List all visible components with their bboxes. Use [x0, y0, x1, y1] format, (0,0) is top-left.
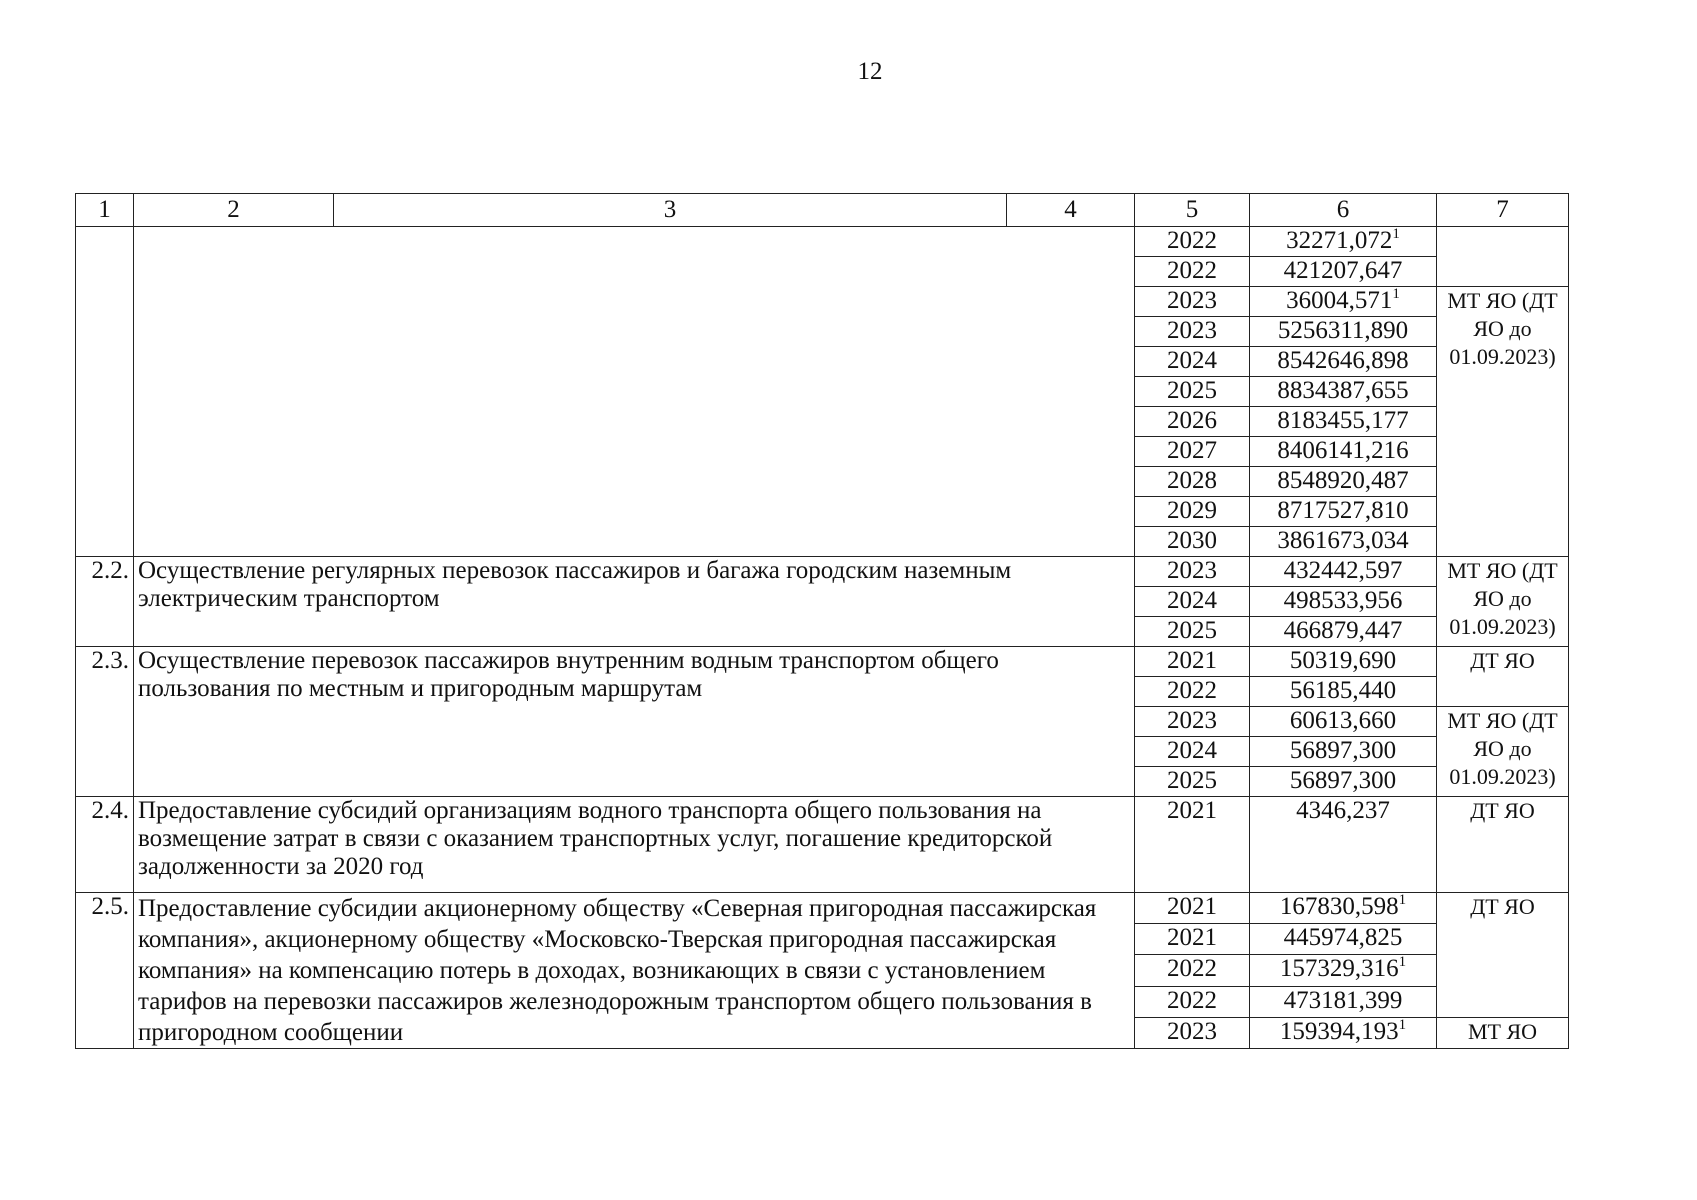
responsible-cell: МТ ЯО (ДТ ЯО до 01.09.2023) [1437, 287, 1569, 557]
amount-cell: 3861673,034 [1250, 527, 1437, 557]
year-cell: 2021 [1135, 924, 1250, 955]
header-col-3: 3 [663, 196, 677, 223]
year-cell: 2025 [1135, 767, 1250, 797]
header-col-2: 2 [227, 196, 240, 223]
responsible-cell: ДТ ЯО [1437, 893, 1569, 1018]
amount-cell: 421207,647 [1250, 257, 1437, 287]
year-cell: 2021 [1135, 797, 1250, 893]
responsible-cell: ДТ ЯО [1437, 647, 1569, 707]
table-row [76, 227, 1569, 257]
header-col-6: 6 [1250, 194, 1437, 227]
amount-cell: 8183455,177 [1250, 407, 1437, 437]
year-cell: 2022 [1135, 955, 1250, 986]
header-col-2-4 [134, 194, 1135, 227]
year-cell: 2028 [1135, 467, 1250, 497]
amount-cell: 36004,571$^1$ [1250, 287, 1437, 317]
year-cell: 2024 [1135, 587, 1250, 617]
header-col-1: 1 [76, 194, 134, 227]
year-cell: 2030 [1135, 527, 1250, 557]
year-cell: 2021 [1135, 893, 1250, 924]
amount-cell: 445974,825 [1250, 924, 1437, 955]
amount-cell: 50319,690 [1250, 647, 1437, 677]
program-table [75, 193, 1569, 1049]
table-row [76, 893, 1569, 924]
amount-cell: 8548920,487 [1250, 467, 1437, 497]
amount-cell: 56897,300 [1250, 767, 1437, 797]
amount-cell: 60613,660 [1250, 707, 1437, 737]
year-cell: 2026 [1135, 407, 1250, 437]
item-description-cell: Предоставление субсидии акционерному обществу «Северная пригородная пассажирская компания», акционерному обществу «Московско-Тверская пригородная пассажирская компания» на компенсацию потерь в доходах, возникающих в связи с установлением тарифов на перевозки пассажиров железнодорожным транспортом общего пользования в пригородном сообщении [134, 893, 1135, 1049]
year-cell: 2029 [1135, 497, 1250, 527]
header-row [76, 194, 1569, 227]
responsible-cell: ДТ ЯО [1437, 797, 1569, 893]
year-cell: 2022 [1135, 986, 1250, 1017]
responsible-cell [1437, 227, 1569, 287]
amount-cell: 498533,956 [1250, 587, 1437, 617]
year-cell: 2021 [1135, 647, 1250, 677]
year-cell: 2022 [1135, 227, 1250, 257]
amount-cell: 8406141,216 [1250, 437, 1437, 467]
year-cell: 2025 [1135, 377, 1250, 407]
year-cell: 2025 [1135, 617, 1250, 647]
responsible-cell: МТ ЯО (ДТ ЯО до 01.09.2023) [1437, 707, 1569, 797]
page-number: 12 [857, 58, 883, 85]
header-col-7: 7 [1437, 194, 1569, 227]
amount-cell: 4346,237 [1250, 797, 1437, 893]
item-number-cell: 2.4. [76, 797, 134, 893]
amount-cell: 159394,193$^1$ [1250, 1017, 1437, 1048]
year-cell: 2022 [1135, 677, 1250, 707]
amount-cell: 56897,300 [1250, 737, 1437, 767]
responsible-cell: МТ ЯО [1437, 1017, 1569, 1048]
item-number-cell [76, 227, 134, 557]
year-cell: 2023 [1135, 707, 1250, 737]
year-cell: 2023 [1135, 317, 1250, 347]
year-cell: 2023 [1135, 557, 1250, 587]
responsible-cell: МТ ЯО (ДТ ЯО до 01.09.2023) [1437, 557, 1569, 647]
item-description-cell [134, 227, 1135, 557]
amount-cell: 8834387,655 [1250, 377, 1437, 407]
year-cell: 2027 [1135, 437, 1250, 467]
year-cell: 2022 [1135, 257, 1250, 287]
table-row [76, 557, 1569, 587]
amount-cell: 5256311,890 [1250, 317, 1437, 347]
header-col-5: 5 [1135, 194, 1250, 227]
item-number-cell: 2.2. [76, 557, 134, 647]
amount-cell: 8717527,810 [1250, 497, 1437, 527]
year-cell: 2023 [1135, 287, 1250, 317]
year-cell: 2024 [1135, 737, 1250, 767]
item-description-cell: Осуществление регулярных перевозок пассажиров и багажа городским наземным электрическим транспортом [134, 557, 1135, 647]
amount-cell: 8542646,898 [1250, 347, 1437, 377]
item-description-cell: Осуществление перевозок пассажиров внутренним водным транспортом общего пользования по местным и пригородным маршрутам [134, 647, 1135, 797]
table-row [76, 647, 1569, 677]
header-col-4: 4 [1064, 196, 1077, 223]
item-number-cell: 2.5. [76, 893, 134, 1049]
item-number-cell: 2.3. [76, 647, 134, 797]
table-row [76, 797, 1569, 893]
item-description-cell: Предоставление субсидий организациям водного транспорта общего пользования на возмещение затрат в связи с оказанием транспортных услуг, погашение кредиторской задолженности за 2020 год [134, 797, 1135, 893]
year-cell: 2024 [1135, 347, 1250, 377]
amount-cell: 473181,399 [1250, 986, 1437, 1017]
amount-cell: 167830,598$^1$ [1250, 893, 1437, 924]
year-cell: 2023 [1135, 1017, 1250, 1048]
amount-cell: 466879,447 [1250, 617, 1437, 647]
amount-cell: 157329,316$^1$ [1250, 955, 1437, 986]
amount-cell: 56185,440 [1250, 677, 1437, 707]
amount-cell: 432442,597 [1250, 557, 1437, 587]
amount-cell: 32271,072$^1$ [1250, 227, 1437, 257]
